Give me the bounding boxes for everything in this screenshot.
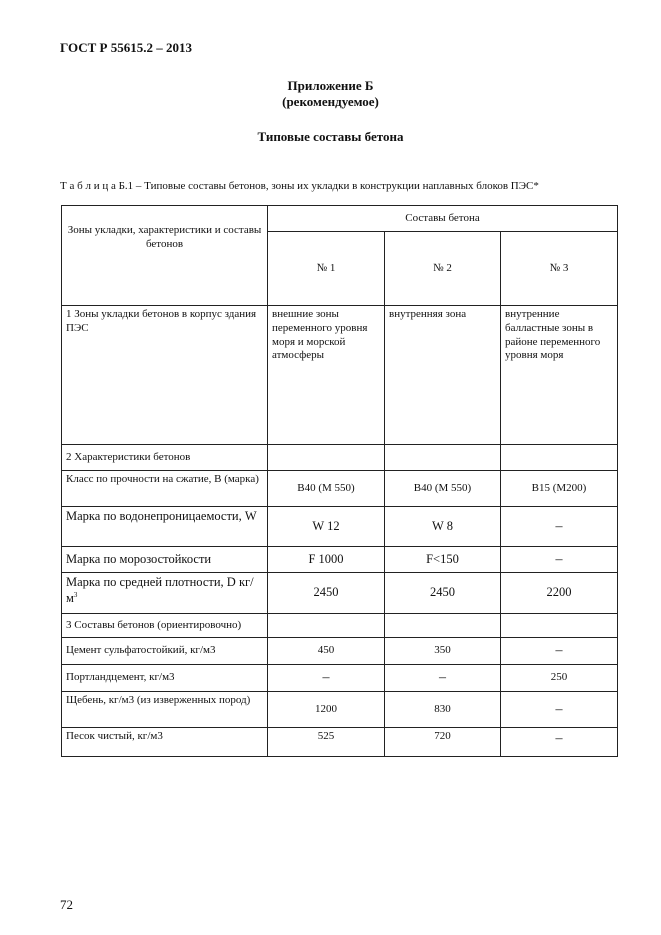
column-header-1: № 1 [268,232,385,306]
table-row [62,638,618,665]
cell-value: – [501,507,618,547]
row-header-cell: Зоны укладки, характеристики и составы бетонов [62,206,268,306]
row-label: Портландцемент, кг/м3 [62,665,268,692]
table-row [62,445,618,471]
concrete-compositions-table [61,205,618,757]
row-label: 3 Составы бетонов (ориентировочно) [62,614,268,638]
cell-value: внутренние балластные зоны в районе переменного уровня моря [501,306,618,445]
cell-value [385,445,501,471]
row-label: Класс по прочности на сжатие, В (марка) [62,471,268,507]
cell-value: 2450 [385,573,501,614]
row-label [62,573,268,614]
table-row [62,306,618,445]
cell-value: 250 [501,665,618,692]
column-group-header: Составы бетона [268,206,618,232]
cell-value: 350 [385,638,501,665]
cell-value: 830 [385,692,501,728]
table-row [62,728,618,757]
row-label: Марка по водонепроницаемости, W [62,507,268,547]
table-row [62,692,618,728]
table-row [62,507,618,547]
cell-value: В40 (М 550) [385,471,501,507]
appendix-status: (рекомендуемое) [282,94,379,109]
cell-value: 1200 [268,692,385,728]
cell-value: – [501,638,618,665]
column-header-3: № 3 [501,232,618,306]
cell-value: 2450 [268,573,385,614]
cell-value: – [501,692,618,728]
cell-value [501,614,618,638]
row-label: Цемент сульфатостойкий, кг/м3 [62,638,268,665]
table-row [62,471,618,507]
cell-value [268,614,385,638]
superscript-exponent: 3 [73,590,78,599]
cell-value: W 8 [385,507,501,547]
table-row [62,573,618,614]
cell-value: – [268,665,385,692]
cell-value [385,614,501,638]
table-row [62,547,618,573]
row-label: 2 Характеристики бетонов [62,445,268,471]
page-number: 72 [60,897,73,912]
cell-value: В15 (М200) [501,471,618,507]
row-label: 1 Зоны укладки бетонов в корпус здания ПЭС [62,306,268,445]
table-row [62,665,618,692]
cell-value: В40 (М 550) [268,471,385,507]
cell-value: 2200 [501,573,618,614]
column-header-2: № 2 [385,232,501,306]
cell-value [268,445,385,471]
cell-value: – [501,728,618,757]
cell-value: W 12 [268,507,385,547]
cell-value: – [501,547,618,573]
document-header: ГОСТ Р 55615.2 – 2013 [60,40,192,55]
cell-value: 450 [268,638,385,665]
cell-value: – [385,665,501,692]
table-row [62,614,618,638]
appendix-heading: Типовые составы бетона [257,129,404,144]
cell-value: 525 [268,728,385,757]
row-label: Щебень, кг/м3 (из изверженных пород) [62,692,268,728]
cell-value: F 1000 [268,547,385,573]
appendix-title: Приложение Б [287,78,374,93]
row-label-text: Марка по средней плотности, D кг/м [66,575,254,605]
cell-value: внешние зоны переменного уровня моря и морской атмосферы [268,306,385,445]
cell-value: F<150 [385,547,501,573]
table-caption: Т а б л и ц а Б.1 – Типовые составы бетонов, зоны их укладки в конструкции наплавных блоков ПЭС* [60,180,539,192]
row-label: Марка по морозостойкости [62,547,268,573]
row-label: Песок чистый, кг/м3 [62,728,268,757]
cell-value: 720 [385,728,501,757]
cell-value: внутренняя зона [385,306,501,445]
cell-value [501,445,618,471]
